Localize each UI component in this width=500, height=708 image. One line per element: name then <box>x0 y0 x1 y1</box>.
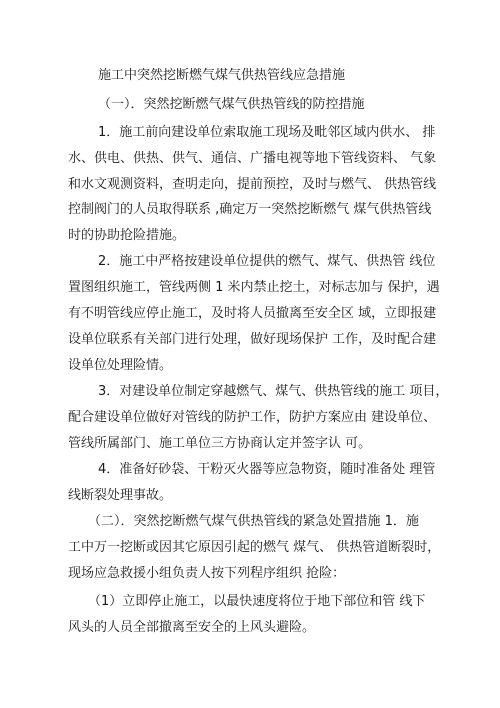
para2-line-1: 2．施工中严格按建设单位提供的燃气、煤气、供热管 线位 <box>98 254 436 269</box>
para3-line-3: 管线所属部门、施工单位三方协商认定并签字认 可。 <box>68 436 372 451</box>
para3-line-1: 3．对建设单位制定穿越燃气、煤气、供热管线的施工 项目， <box>98 384 449 399</box>
para4-line-1: 4．准备好砂袋、干粉灭火器等应急物资，随时准备处 理管 <box>98 462 436 477</box>
para2-line-2: 置图组织施工，管线两侧 1 米内禁止挖土，对标志加与 保护，遇 <box>68 280 440 295</box>
para4-line-2: 线断裂处理事故。 <box>68 488 173 503</box>
section2-line-3: 现场应急救援小组负责人按下列程序组织 抢险： <box>68 566 346 581</box>
section2-line-1: （二）．突然挖断燃气煤气供热管线的紧急处置措施 1．施 <box>88 514 419 529</box>
para2-line-3: 有不明管线应停止施工，及时将人员撤离至安全区 域，立即报建 <box>68 306 437 321</box>
para2-line-5: 设单位处理险情。 <box>68 358 173 373</box>
document-title: 施工中突然挖断燃气煤气供热管线应急措施 <box>98 68 346 83</box>
item1-line-2: 风头的人员全部撤离至安全的上风头避险。 <box>68 620 316 635</box>
para1-line-1: 1．施工前向建设单位索取施工现场及毗邻区域内供水、 排 <box>98 125 436 140</box>
section1-heading: （一）．突然挖断燃气煤气供热管线的防控措施 <box>98 97 365 112</box>
item1-line-1: （1）立即停止施工，以最快速度将位于地下部位和管 线下 <box>88 594 426 609</box>
para1-line-3: 和水文观测资料，查明走向，提前预控，及时与燃气、 供热管线 <box>68 177 437 192</box>
para2-line-4: 设单位联系有关部门进行处理，做好现场保护 工作，及时配合建 <box>68 332 437 347</box>
para1-line-4: 控制阀门的人员取得联系 ,确定万一突然挖断燃气 煤气供热管线 <box>68 202 432 217</box>
para1-line-2: 水、供电、供热、供气、通信、广播电视等地下管线资料、 气象 <box>68 151 437 166</box>
section2-line-2: 工中万一挖断或因其它原因引起的燃气 煤气、 供热管道断裂时， <box>68 540 441 555</box>
para1-line-5: 时的协助抢险措施。 <box>68 228 186 243</box>
para3-line-2: 配合建设单位做好对管线的防护工作，防护方案应由 建设单位、 <box>68 410 437 425</box>
